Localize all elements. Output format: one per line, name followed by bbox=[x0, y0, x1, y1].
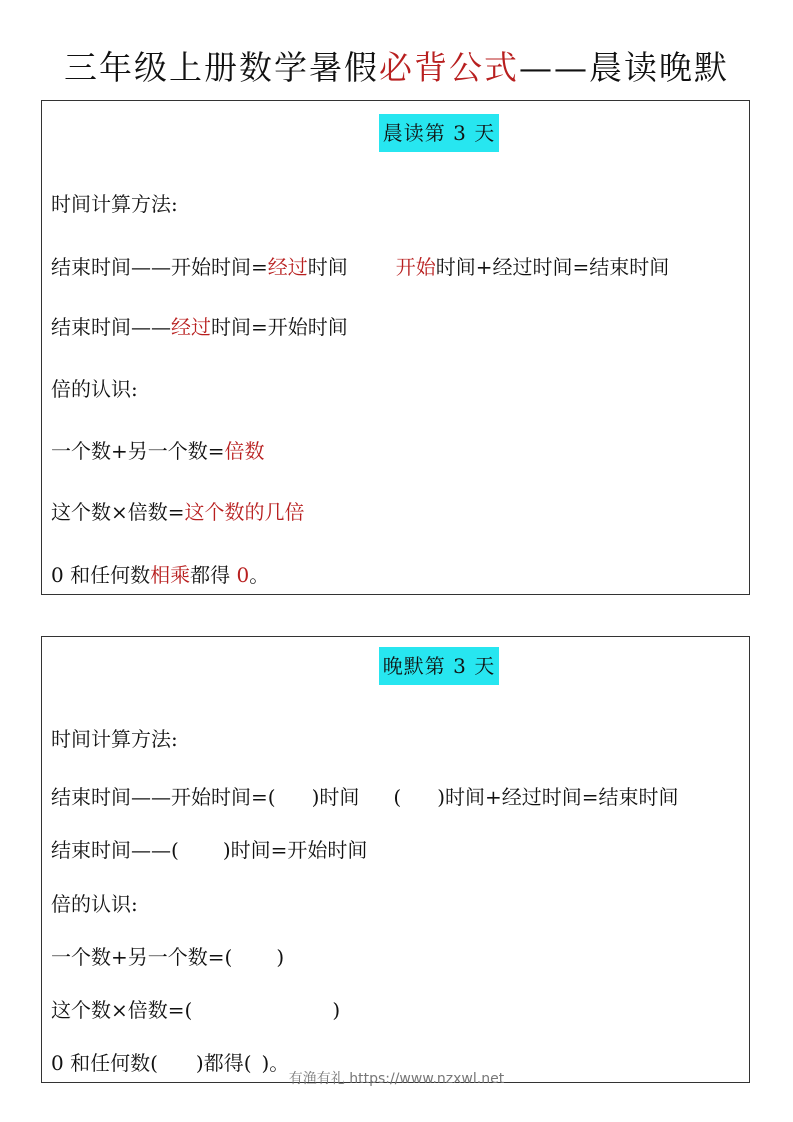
watermark-footer: 有渔有礼 https://www.nzxwl.net bbox=[288, 1071, 505, 1087]
highlight-text: 开始 bbox=[395, 255, 436, 279]
formula-text: )时间 bbox=[311, 785, 360, 809]
formula-line-multiple bbox=[51, 437, 265, 465]
section-heading-multiple: 倍的认识: bbox=[51, 892, 138, 916]
formula-text: 一个数+另一个数= bbox=[51, 439, 225, 463]
highlight-text: 经过 bbox=[267, 255, 308, 279]
blank-line-times bbox=[51, 996, 340, 1024]
highlight-text: 相乘 bbox=[150, 563, 191, 587]
formula-text: 0 和任何数( bbox=[51, 1051, 158, 1075]
highlight-text: 这个数的几倍 bbox=[184, 500, 305, 524]
formula-text: 一个数+另一个数=( bbox=[51, 945, 233, 969]
formula-text: )。 bbox=[261, 1051, 290, 1075]
formula-text: 结束时间——开始时间= bbox=[51, 255, 268, 279]
formula-text: ) bbox=[332, 998, 341, 1022]
formula-line-start bbox=[51, 313, 348, 341]
formula-text: ) bbox=[276, 945, 285, 969]
title-part3: ——晨读晚默 bbox=[519, 48, 729, 87]
formula-text: )时间=开始时间 bbox=[222, 838, 368, 862]
section-heading-multiple: 倍的认识: bbox=[51, 377, 138, 401]
formula-text: 时间=开始时间 bbox=[211, 315, 348, 339]
section-heading-time: 时间计算方法: bbox=[51, 727, 178, 751]
blank-line-elapsed bbox=[51, 783, 679, 811]
evening-recall-box bbox=[41, 636, 750, 1083]
formula-text: 这个数×倍数= bbox=[51, 500, 185, 524]
highlight-text: 倍数 bbox=[224, 439, 265, 463]
formula-text: 都得 bbox=[190, 563, 237, 587]
formula-line-elapsed bbox=[51, 253, 669, 281]
page-title bbox=[0, 46, 793, 90]
blank-line-start bbox=[51, 836, 367, 864]
formula-text: ( bbox=[393, 785, 402, 809]
formula-text: 。 bbox=[249, 563, 270, 587]
title-highlight: 必背公式 bbox=[379, 48, 519, 87]
highlight-text: 0 bbox=[236, 563, 250, 587]
formula-text: 结束时间—— bbox=[51, 315, 171, 339]
title-part1: 三年级上册数学暑假 bbox=[64, 48, 379, 87]
formula-text: 0 和任何数 bbox=[51, 563, 151, 587]
blank-line-multiple bbox=[51, 943, 284, 971]
formula-text: )都得( bbox=[195, 1051, 252, 1075]
formula-text: 时间 bbox=[307, 255, 348, 279]
formula-text: )时间+经过时间=结束时间 bbox=[437, 785, 679, 809]
morning-day-tag: 晨读第 3 天 bbox=[379, 114, 499, 152]
formula-text: 这个数×倍数=( bbox=[51, 998, 193, 1022]
section-heading-time: 时间计算方法: bbox=[51, 192, 178, 216]
formula-line-zero bbox=[51, 561, 269, 589]
morning-reading-box bbox=[41, 100, 750, 595]
formula-text: 结束时间——开始时间=( bbox=[51, 785, 276, 809]
formula-line-times bbox=[51, 498, 305, 526]
highlight-text: 经过 bbox=[171, 315, 211, 339]
formula-text: 时间+经过时间=结束时间 bbox=[435, 255, 670, 279]
evening-day-tag: 晚默第 3 天 bbox=[379, 647, 499, 685]
formula-text: 结束时间——( bbox=[51, 838, 179, 862]
